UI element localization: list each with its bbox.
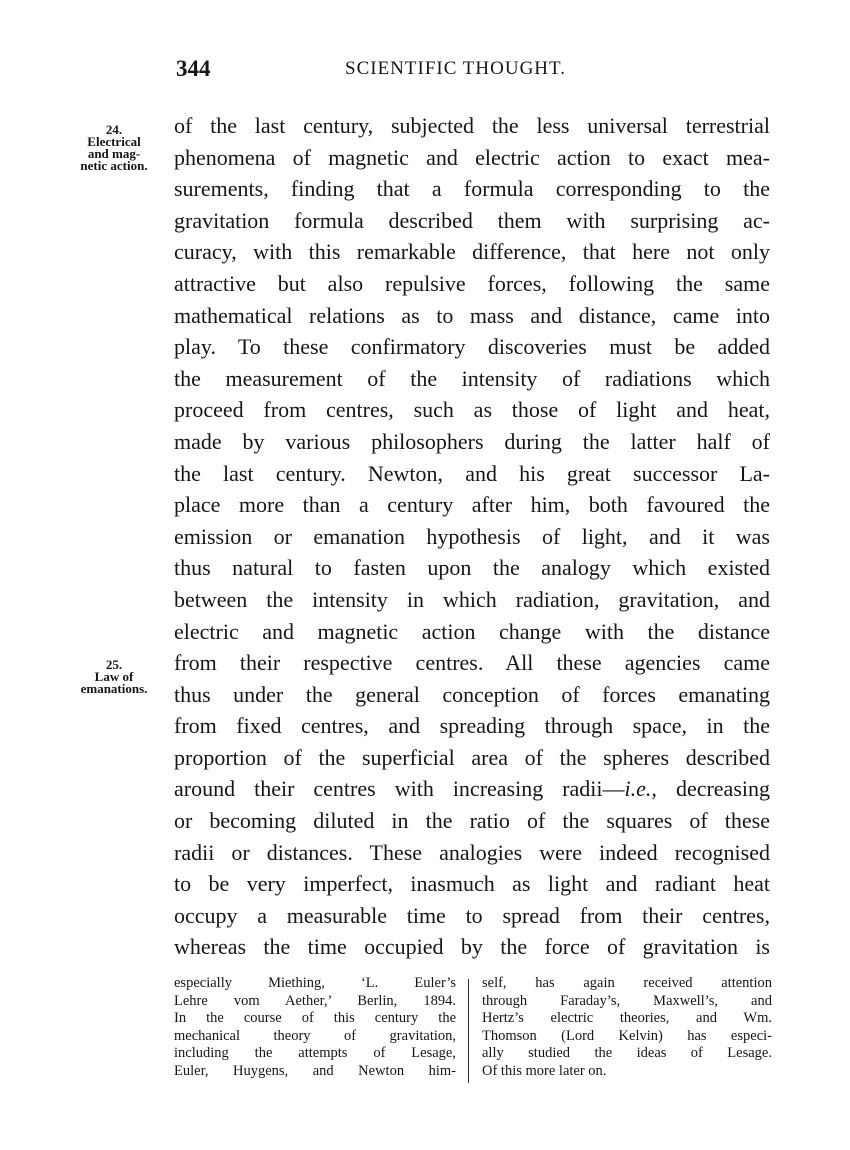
footnote-line: ally studied the ideas of Lesage.	[482, 1045, 772, 1062]
margin-note-line: and mag-	[87, 146, 141, 161]
body-line: emission or emanation hypothesis of light, and it was	[174, 523, 770, 549]
footnote-line: mechanical theory of gravitation,	[174, 1027, 456, 1044]
footnote-line: Euler, Huygens, and Newton him-	[174, 1062, 456, 1079]
body-line: or becoming diluted in the ratio of the squares of these	[174, 808, 770, 834]
margin-note-line: netic action.	[80, 158, 148, 173]
margin-note-number: 24.	[105, 122, 123, 137]
footnote-line: Thomson (Lord Kelvin) has especi-	[482, 1027, 772, 1044]
body-line: electric and magnetic action change with the distance	[174, 618, 770, 644]
body-line: attractive but also repulsive forces, following the same	[174, 270, 770, 296]
body-line: radii or distances. These analogies were indeed recognised	[174, 839, 770, 865]
footnote-line: Hertz’s electric theories, and Wm.	[482, 1010, 772, 1027]
body-line: whereas the time occupied by the force of gravitation is	[174, 934, 770, 960]
body-line: phenomena of magnetic and electric action to exact mea-	[174, 144, 770, 170]
footnotes	[174, 975, 774, 1090]
body-line: mathematical relations as to mass and distance, came into	[174, 302, 770, 328]
body-line: play. To these confirmatory discoveries must be added	[174, 334, 770, 360]
page-number: 344	[176, 56, 211, 81]
body-line: surements, finding that a formula corresponding to the	[174, 176, 770, 202]
footnote-line: especially Miething, ‘L. Euler’s	[174, 975, 456, 991]
body-line: the last century. Newton, and his great successor La-	[174, 460, 770, 486]
footnote-column-right	[482, 975, 772, 1081]
margin-note-line: Law of	[94, 669, 134, 684]
body-line: to be very imperfect, inasmuch as light and radiant heat	[174, 871, 770, 897]
body-line: proceed from centres, such as those of light and heat,	[174, 397, 770, 423]
body-line: the measurement of the intensity of radiations which	[174, 365, 770, 391]
body-line: occupy a measurable time to spread from their centres,	[174, 902, 770, 928]
footnote-line: self, has again received attention	[482, 975, 772, 991]
footnote-line: Lehre vom Aether,’ Berlin, 1894.	[174, 992, 456, 1009]
footnote-column-left	[174, 975, 456, 1081]
body-line: between the intensity in which radiation, gravitation, and	[174, 586, 770, 612]
footnote-line: including the attempts of Lesage,	[174, 1045, 456, 1062]
body-line: gravitation formula described them with surprising ac-	[174, 207, 770, 233]
footnote-line: Of this more later on.	[482, 1062, 607, 1079]
body-line: from fixed centres, and spreading through space, in the	[174, 713, 770, 739]
body-line: around their centres with increasing radii—i.e., decreasing	[174, 776, 770, 802]
footnote-line: through Faraday’s, Maxwell’s, and	[482, 992, 772, 1009]
body-line: thus natural to fasten upon the analogy which existed	[174, 555, 770, 581]
margin-note-line: Electrical	[87, 134, 141, 149]
running-title: SCIENTIFIC THOUGHT.	[345, 58, 566, 79]
body-line: proportion of the superficial area of the spheres described	[174, 744, 770, 770]
margin-note-law-of-emanations	[66, 659, 162, 695]
body-line: made by various philosophers during the latter half of	[174, 428, 770, 454]
footnote-line: In the course of this century the	[174, 1010, 456, 1027]
running-head	[0, 56, 850, 90]
body-line: of the last century, subjected the less universal terrestrial	[174, 113, 770, 138]
margin-note-line: emanations.	[80, 681, 148, 696]
body-line: place more than a century after him, both favoured the	[174, 492, 770, 518]
margin-note-number: 25.	[105, 657, 123, 672]
body-line: thus under the general conception of forces emanating	[174, 681, 770, 707]
margin-note-electrical-magnetic	[66, 124, 162, 172]
body-text	[174, 110, 770, 963]
body-line: from their respective centres. All these agencies came	[174, 650, 770, 676]
footnote-column-divider	[468, 979, 469, 1083]
body-line: curacy, with this remarkable difference, that here not only	[174, 239, 770, 265]
